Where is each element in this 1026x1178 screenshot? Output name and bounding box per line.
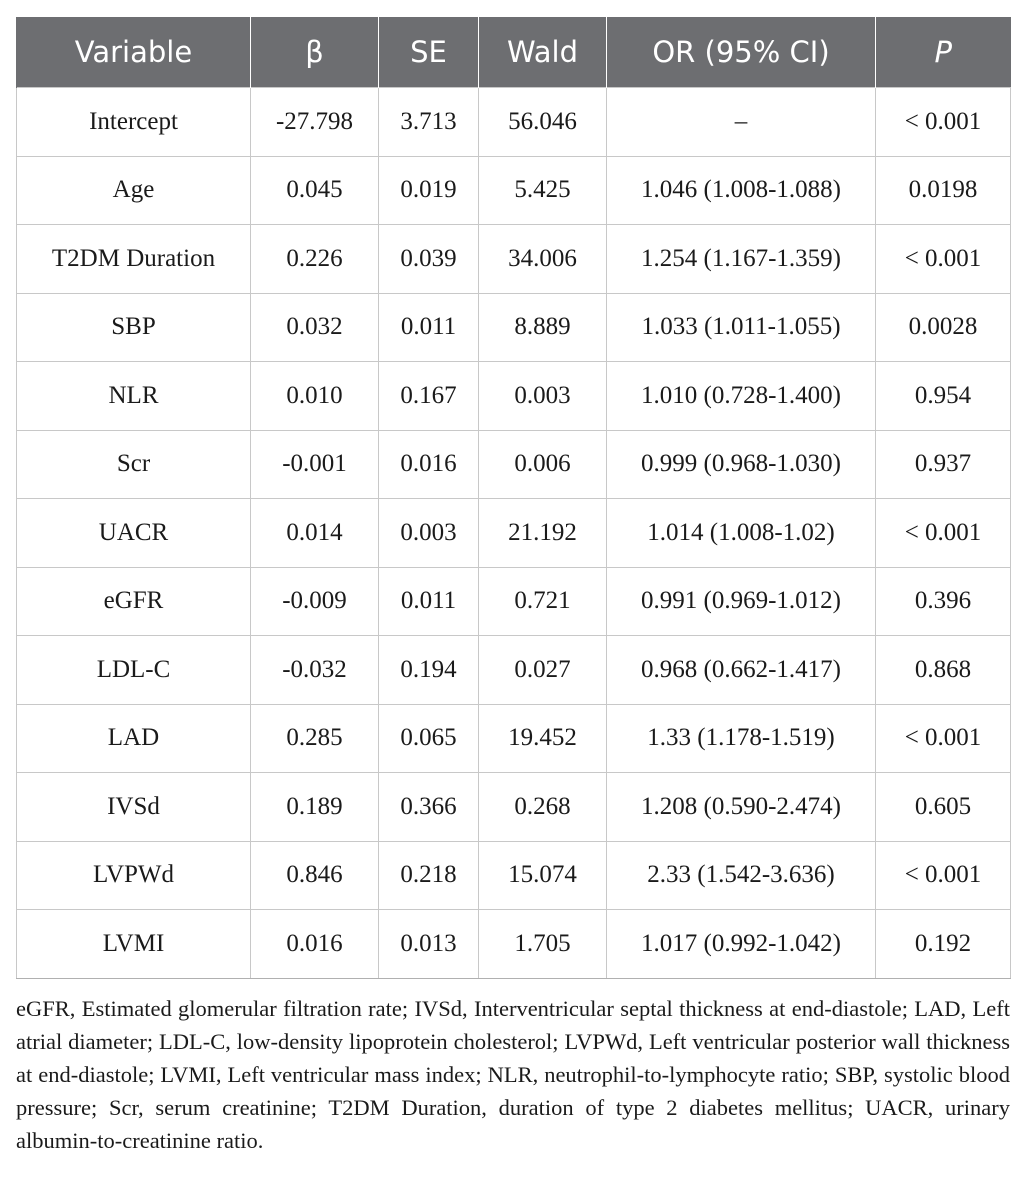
table-header-row <box>17 17 1011 88</box>
cell-beta: 0.189 <box>251 773 379 842</box>
cell-p: 0.868 <box>876 636 1011 705</box>
cell-wald: 34.006 <box>479 225 607 294</box>
table-row <box>17 225 1011 294</box>
table-row <box>17 841 1011 910</box>
regression-table <box>16 17 1011 979</box>
cell-wald: 5.425 <box>479 156 607 225</box>
cell-variable: NLR <box>17 362 251 431</box>
cell-p: 0.0028 <box>876 293 1011 362</box>
cell-variable: SBP <box>17 293 251 362</box>
cell-or-ci: 1.254 (1.167-1.359) <box>607 225 876 294</box>
cell-wald: 0.003 <box>479 362 607 431</box>
cell-se: 0.194 <box>379 636 479 705</box>
cell-variable: LVPWd <box>17 841 251 910</box>
table-row <box>17 362 1011 431</box>
cell-beta: -0.001 <box>251 430 379 499</box>
cell-p: < 0.001 <box>876 704 1011 773</box>
cell-or-ci: 1.046 (1.008-1.088) <box>607 156 876 225</box>
cell-wald: 56.046 <box>479 88 607 157</box>
cell-se: 0.011 <box>379 293 479 362</box>
cell-p: < 0.001 <box>876 841 1011 910</box>
cell-variable: Age <box>17 156 251 225</box>
cell-se: 0.013 <box>379 910 479 979</box>
cell-wald: 0.027 <box>479 636 607 705</box>
header-wald: Wald <box>479 17 607 88</box>
cell-p: 0.0198 <box>876 156 1011 225</box>
cell-p: < 0.001 <box>876 225 1011 294</box>
cell-variable: LDL-C <box>17 636 251 705</box>
cell-variable: IVSd <box>17 773 251 842</box>
table-row <box>17 499 1011 568</box>
cell-variable: LVMI <box>17 910 251 979</box>
cell-wald: 1.705 <box>479 910 607 979</box>
cell-or-ci: 0.991 (0.969-1.012) <box>607 567 876 636</box>
cell-beta: 0.010 <box>251 362 379 431</box>
cell-wald: 19.452 <box>479 704 607 773</box>
cell-variable: Scr <box>17 430 251 499</box>
header-p <box>876 17 1011 88</box>
cell-variable: eGFR <box>17 567 251 636</box>
cell-p: < 0.001 <box>876 499 1011 568</box>
table-row <box>17 773 1011 842</box>
cell-variable: Intercept <box>17 88 251 157</box>
cell-or-ci: 0.999 (0.968-1.030) <box>607 430 876 499</box>
table-row <box>17 88 1011 157</box>
table-row <box>17 156 1011 225</box>
cell-se: 0.016 <box>379 430 479 499</box>
cell-se: 0.019 <box>379 156 479 225</box>
cell-or-ci: 1.033 (1.011-1.055) <box>607 293 876 362</box>
table-row <box>17 910 1011 979</box>
table-row <box>17 293 1011 362</box>
cell-beta: 0.226 <box>251 225 379 294</box>
header-p-label: P <box>934 35 952 69</box>
cell-wald: 0.268 <box>479 773 607 842</box>
cell-wald: 15.074 <box>479 841 607 910</box>
cell-wald: 0.006 <box>479 430 607 499</box>
cell-p: 0.192 <box>876 910 1011 979</box>
cell-se: 0.039 <box>379 225 479 294</box>
cell-se: 0.011 <box>379 567 479 636</box>
table-row <box>17 430 1011 499</box>
cell-beta: 0.016 <box>251 910 379 979</box>
cell-or-ci: 1.33 (1.178-1.519) <box>607 704 876 773</box>
cell-or-ci: 1.010 (0.728-1.400) <box>607 362 876 431</box>
cell-p: 0.954 <box>876 362 1011 431</box>
table-row <box>17 704 1011 773</box>
cell-wald: 0.721 <box>479 567 607 636</box>
cell-se: 0.218 <box>379 841 479 910</box>
header-or-ci: OR (95% CI) <box>607 17 876 88</box>
table-row <box>17 636 1011 705</box>
cell-se: 0.366 <box>379 773 479 842</box>
header-se: SE <box>379 17 479 88</box>
cell-beta: -0.032 <box>251 636 379 705</box>
cell-se: 0.003 <box>379 499 479 568</box>
cell-beta: 0.285 <box>251 704 379 773</box>
cell-p: < 0.001 <box>876 88 1011 157</box>
cell-or-ci: 0.968 (0.662-1.417) <box>607 636 876 705</box>
table-row <box>17 567 1011 636</box>
cell-p: 0.605 <box>876 773 1011 842</box>
table-footnote: eGFR, Estimated glomerular filtration rate; IVSd, Interventricular septal thickness at end-diastole; LAD, Left atrial diameter; LDL-C, low-density lipoprotein cholesterol; LVPWd, Left ventricular posterior wall thickness at end-diastole; LVMI, Left ventricular mass index; NLR, neutrophil-to-lymphocyte ratio; SBP, systolic blood pressure; Scr, serum creatinine; T2DM Duration, duration of type 2 diabetes mellitus; UACR, urinary albumin-to-creatinine ratio. <box>16 996 1010 1153</box>
cell-p: 0.937 <box>876 430 1011 499</box>
cell-or-ci: 1.017 (0.992-1.042) <box>607 910 876 979</box>
cell-wald: 21.192 <box>479 499 607 568</box>
cell-or-ci: 1.208 (0.590-2.474) <box>607 773 876 842</box>
cell-beta: -27.798 <box>251 88 379 157</box>
cell-variable: LAD <box>17 704 251 773</box>
cell-beta: 0.032 <box>251 293 379 362</box>
cell-wald: 8.889 <box>479 293 607 362</box>
cell-variable: T2DM Duration <box>17 225 251 294</box>
regression-table-container <box>16 17 1010 979</box>
cell-beta: 0.045 <box>251 156 379 225</box>
cell-or-ci: 2.33 (1.542-3.636) <box>607 841 876 910</box>
cell-se: 0.065 <box>379 704 479 773</box>
table-body <box>17 88 1011 979</box>
cell-beta: -0.009 <box>251 567 379 636</box>
cell-or-ci: – <box>607 88 876 157</box>
cell-or-ci: 1.014 (1.008-1.02) <box>607 499 876 568</box>
cell-variable: UACR <box>17 499 251 568</box>
header-variable: Variable <box>17 17 251 88</box>
cell-se: 0.167 <box>379 362 479 431</box>
header-beta: β <box>251 17 379 88</box>
cell-p: 0.396 <box>876 567 1011 636</box>
cell-beta: 0.014 <box>251 499 379 568</box>
cell-beta: 0.846 <box>251 841 379 910</box>
cell-se: 3.713 <box>379 88 479 157</box>
